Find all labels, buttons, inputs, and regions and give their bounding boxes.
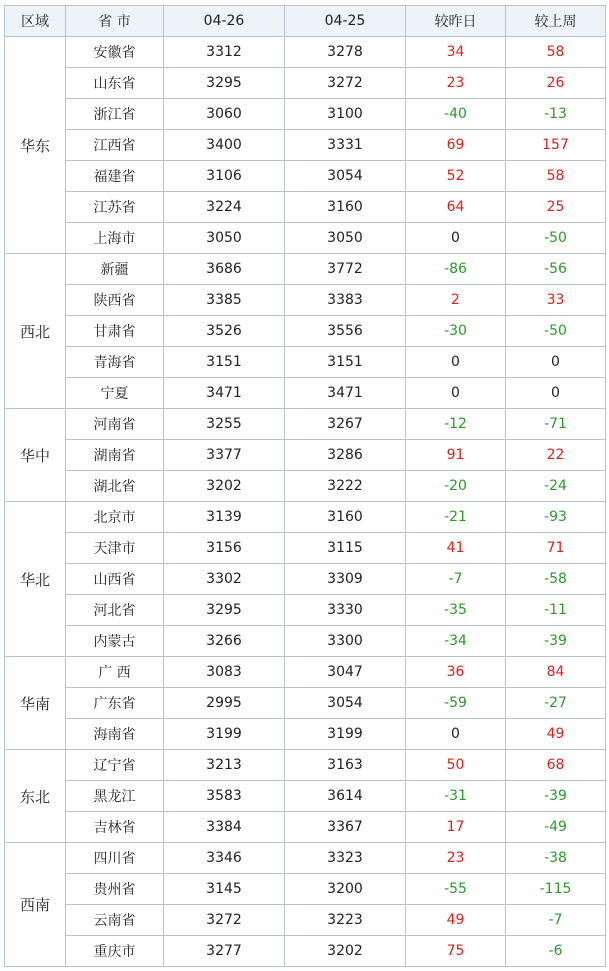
price-today-cell: 3199 bbox=[164, 719, 285, 750]
price-yesterday-cell: 3272 bbox=[285, 68, 406, 99]
change-day-cell: 91 bbox=[406, 440, 506, 471]
price-yesterday-cell: 3100 bbox=[285, 99, 406, 130]
province-cell: 安徽省 bbox=[66, 37, 164, 68]
price-yesterday-cell: 3163 bbox=[285, 750, 406, 781]
change-week-cell: 71 bbox=[506, 533, 606, 564]
province-cell: 上海市 bbox=[66, 223, 164, 254]
price-today-cell: 3060 bbox=[164, 99, 285, 130]
change-week-cell: -24 bbox=[506, 471, 606, 502]
province-cell: 河北省 bbox=[66, 595, 164, 626]
change-day-cell: 41 bbox=[406, 533, 506, 564]
price-yesterday-cell: 3331 bbox=[285, 130, 406, 161]
price-yesterday-cell: 3160 bbox=[285, 502, 406, 533]
province-cell: 山东省 bbox=[66, 68, 164, 99]
price-yesterday-cell: 3471 bbox=[285, 378, 406, 409]
price-today-cell: 3213 bbox=[164, 750, 285, 781]
change-week-cell: -56 bbox=[506, 254, 606, 285]
change-day-cell: 64 bbox=[406, 192, 506, 223]
change-day-cell: -59 bbox=[406, 688, 506, 719]
table-row bbox=[5, 37, 606, 68]
change-day-cell: -40 bbox=[406, 99, 506, 130]
price-yesterday-cell: 3614 bbox=[285, 781, 406, 812]
province-cell: 江西省 bbox=[66, 130, 164, 161]
price-today-cell: 3295 bbox=[164, 68, 285, 99]
price-yesterday-cell: 3160 bbox=[285, 192, 406, 223]
table-row bbox=[5, 781, 606, 812]
header-change-day: 较昨日 bbox=[406, 6, 506, 37]
region-cell: 华北 bbox=[5, 502, 66, 657]
price-today-cell: 2995 bbox=[164, 688, 285, 719]
table-row bbox=[5, 130, 606, 161]
province-cell: 广东省 bbox=[66, 688, 164, 719]
change-week-cell: -50 bbox=[506, 316, 606, 347]
price-yesterday-cell: 3151 bbox=[285, 347, 406, 378]
price-today-cell: 3106 bbox=[164, 161, 285, 192]
price-today-cell: 3384 bbox=[164, 812, 285, 843]
price-today-cell: 3083 bbox=[164, 657, 285, 688]
header-date-2: 04-25 bbox=[285, 6, 406, 37]
change-week-cell: 84 bbox=[506, 657, 606, 688]
price-yesterday-cell: 3556 bbox=[285, 316, 406, 347]
province-cell: 云南省 bbox=[66, 905, 164, 936]
province-cell: 陕西省 bbox=[66, 285, 164, 316]
table-row bbox=[5, 564, 606, 595]
price-today-cell: 3302 bbox=[164, 564, 285, 595]
change-day-cell: 0 bbox=[406, 347, 506, 378]
price-yesterday-cell: 3115 bbox=[285, 533, 406, 564]
change-day-cell: 17 bbox=[406, 812, 506, 843]
change-week-cell: -93 bbox=[506, 502, 606, 533]
table-row bbox=[5, 192, 606, 223]
price-yesterday-cell: 3050 bbox=[285, 223, 406, 254]
change-day-cell: -30 bbox=[406, 316, 506, 347]
price-yesterday-cell: 3309 bbox=[285, 564, 406, 595]
price-today-cell: 3272 bbox=[164, 905, 285, 936]
change-week-cell: -115 bbox=[506, 874, 606, 905]
table-row bbox=[5, 688, 606, 719]
province-cell: 河南省 bbox=[66, 409, 164, 440]
table-row bbox=[5, 843, 606, 874]
price-yesterday-cell: 3772 bbox=[285, 254, 406, 285]
change-day-cell: -34 bbox=[406, 626, 506, 657]
header-province: 省 市 bbox=[66, 6, 164, 37]
change-day-cell: -86 bbox=[406, 254, 506, 285]
change-week-cell: 49 bbox=[506, 719, 606, 750]
province-cell: 宁夏 bbox=[66, 378, 164, 409]
table-row bbox=[5, 409, 606, 440]
price-today-cell: 3151 bbox=[164, 347, 285, 378]
change-day-cell: -12 bbox=[406, 409, 506, 440]
price-today-cell: 3277 bbox=[164, 936, 285, 967]
price-today-cell: 3400 bbox=[164, 130, 285, 161]
price-yesterday-cell: 3054 bbox=[285, 688, 406, 719]
change-day-cell: 23 bbox=[406, 843, 506, 874]
change-week-cell: -49 bbox=[506, 812, 606, 843]
change-week-cell: 58 bbox=[506, 161, 606, 192]
table-row bbox=[5, 68, 606, 99]
change-day-cell: 52 bbox=[406, 161, 506, 192]
change-day-cell: 69 bbox=[406, 130, 506, 161]
change-day-cell: -20 bbox=[406, 471, 506, 502]
region-cell: 西南 bbox=[5, 843, 66, 967]
change-week-cell: -7 bbox=[506, 905, 606, 936]
change-week-cell: 157 bbox=[506, 130, 606, 161]
change-day-cell: 0 bbox=[406, 719, 506, 750]
table-row bbox=[5, 161, 606, 192]
price-yesterday-cell: 3199 bbox=[285, 719, 406, 750]
change-week-cell: -6 bbox=[506, 936, 606, 967]
change-week-cell: 33 bbox=[506, 285, 606, 316]
region-cell: 华中 bbox=[5, 409, 66, 502]
price-yesterday-cell: 3047 bbox=[285, 657, 406, 688]
price-today-cell: 3471 bbox=[164, 378, 285, 409]
price-yesterday-cell: 3330 bbox=[285, 595, 406, 626]
region-cell: 西北 bbox=[5, 254, 66, 409]
table-row bbox=[5, 471, 606, 502]
change-week-cell: -27 bbox=[506, 688, 606, 719]
price-yesterday-cell: 3200 bbox=[285, 874, 406, 905]
province-cell: 山西省 bbox=[66, 564, 164, 595]
table-row bbox=[5, 905, 606, 936]
price-today-cell: 3156 bbox=[164, 533, 285, 564]
change-day-cell: -7 bbox=[406, 564, 506, 595]
table-row bbox=[5, 936, 606, 967]
price-yesterday-cell: 3367 bbox=[285, 812, 406, 843]
province-cell: 天津市 bbox=[66, 533, 164, 564]
table-row bbox=[5, 750, 606, 781]
table-body bbox=[5, 37, 606, 967]
province-cell: 贵州省 bbox=[66, 874, 164, 905]
table-row bbox=[5, 812, 606, 843]
price-yesterday-cell: 3267 bbox=[285, 409, 406, 440]
change-day-cell: 50 bbox=[406, 750, 506, 781]
region-cell: 华东 bbox=[5, 37, 66, 254]
table-row bbox=[5, 99, 606, 130]
table-row bbox=[5, 502, 606, 533]
province-cell: 四川省 bbox=[66, 843, 164, 874]
change-day-cell: 34 bbox=[406, 37, 506, 68]
change-week-cell: 26 bbox=[506, 68, 606, 99]
price-today-cell: 3377 bbox=[164, 440, 285, 471]
change-day-cell: -55 bbox=[406, 874, 506, 905]
region-cell: 华南 bbox=[5, 657, 66, 750]
change-day-cell: 0 bbox=[406, 378, 506, 409]
change-day-cell: 0 bbox=[406, 223, 506, 254]
change-week-cell: 58 bbox=[506, 37, 606, 68]
change-day-cell: 36 bbox=[406, 657, 506, 688]
province-cell: 北京市 bbox=[66, 502, 164, 533]
province-cell: 黑龙江 bbox=[66, 781, 164, 812]
price-today-cell: 3526 bbox=[164, 316, 285, 347]
change-week-cell: -50 bbox=[506, 223, 606, 254]
table-row bbox=[5, 719, 606, 750]
price-yesterday-cell: 3300 bbox=[285, 626, 406, 657]
change-week-cell: -13 bbox=[506, 99, 606, 130]
table-row bbox=[5, 595, 606, 626]
province-cell: 福建省 bbox=[66, 161, 164, 192]
price-today-cell: 3295 bbox=[164, 595, 285, 626]
province-cell: 重庆市 bbox=[66, 936, 164, 967]
province-cell: 吉林省 bbox=[66, 812, 164, 843]
price-today-cell: 3145 bbox=[164, 874, 285, 905]
change-day-cell: 23 bbox=[406, 68, 506, 99]
price-today-cell: 3224 bbox=[164, 192, 285, 223]
change-week-cell: 68 bbox=[506, 750, 606, 781]
table-row bbox=[5, 533, 606, 564]
price-today-cell: 3312 bbox=[164, 37, 285, 68]
table-row bbox=[5, 626, 606, 657]
price-today-cell: 3050 bbox=[164, 223, 285, 254]
change-day-cell: 49 bbox=[406, 905, 506, 936]
table-row bbox=[5, 285, 606, 316]
price-today-cell: 3346 bbox=[164, 843, 285, 874]
price-today-cell: 3583 bbox=[164, 781, 285, 812]
province-cell: 甘肃省 bbox=[66, 316, 164, 347]
price-today-cell: 3686 bbox=[164, 254, 285, 285]
table-row bbox=[5, 347, 606, 378]
price-today-cell: 3385 bbox=[164, 285, 285, 316]
price-yesterday-cell: 3054 bbox=[285, 161, 406, 192]
province-cell: 江苏省 bbox=[66, 192, 164, 223]
change-day-cell: 75 bbox=[406, 936, 506, 967]
table-row bbox=[5, 378, 606, 409]
table-row bbox=[5, 254, 606, 285]
price-today-cell: 3202 bbox=[164, 471, 285, 502]
province-cell: 新疆 bbox=[66, 254, 164, 285]
price-yesterday-cell: 3223 bbox=[285, 905, 406, 936]
province-cell: 内蒙古 bbox=[66, 626, 164, 657]
change-week-cell: -71 bbox=[506, 409, 606, 440]
change-day-cell: -21 bbox=[406, 502, 506, 533]
province-cell: 湖北省 bbox=[66, 471, 164, 502]
change-day-cell: -31 bbox=[406, 781, 506, 812]
header-change-week: 较上周 bbox=[506, 6, 606, 37]
price-yesterday-cell: 3383 bbox=[285, 285, 406, 316]
table-row bbox=[5, 657, 606, 688]
province-cell: 辽宁省 bbox=[66, 750, 164, 781]
price-today-cell: 3139 bbox=[164, 502, 285, 533]
price-yesterday-cell: 3286 bbox=[285, 440, 406, 471]
region-cell: 东北 bbox=[5, 750, 66, 843]
price-today-cell: 3255 bbox=[164, 409, 285, 440]
table-row bbox=[5, 223, 606, 254]
change-day-cell: 2 bbox=[406, 285, 506, 316]
change-week-cell: 25 bbox=[506, 192, 606, 223]
header-date-1: 04-26 bbox=[164, 6, 285, 37]
price-yesterday-cell: 3222 bbox=[285, 471, 406, 502]
price-yesterday-cell: 3202 bbox=[285, 936, 406, 967]
province-cell: 海南省 bbox=[66, 719, 164, 750]
province-cell: 广 西 bbox=[66, 657, 164, 688]
change-week-cell: -11 bbox=[506, 595, 606, 626]
change-week-cell: -39 bbox=[506, 626, 606, 657]
header-region: 区域 bbox=[5, 6, 66, 37]
province-cell: 青海省 bbox=[66, 347, 164, 378]
change-week-cell: -38 bbox=[506, 843, 606, 874]
province-cell: 浙江省 bbox=[66, 99, 164, 130]
change-week-cell: 0 bbox=[506, 347, 606, 378]
change-week-cell: 0 bbox=[506, 378, 606, 409]
change-day-cell: -35 bbox=[406, 595, 506, 626]
table-row bbox=[5, 316, 606, 347]
province-cell: 湖南省 bbox=[66, 440, 164, 471]
table-row bbox=[5, 874, 606, 905]
price-yesterday-cell: 3323 bbox=[285, 843, 406, 874]
header-row bbox=[5, 6, 606, 37]
table-row bbox=[5, 440, 606, 471]
price-table bbox=[4, 5, 606, 967]
change-week-cell: -39 bbox=[506, 781, 606, 812]
price-today-cell: 3266 bbox=[164, 626, 285, 657]
price-yesterday-cell: 3278 bbox=[285, 37, 406, 68]
change-week-cell: -58 bbox=[506, 564, 606, 595]
change-week-cell: 22 bbox=[506, 440, 606, 471]
